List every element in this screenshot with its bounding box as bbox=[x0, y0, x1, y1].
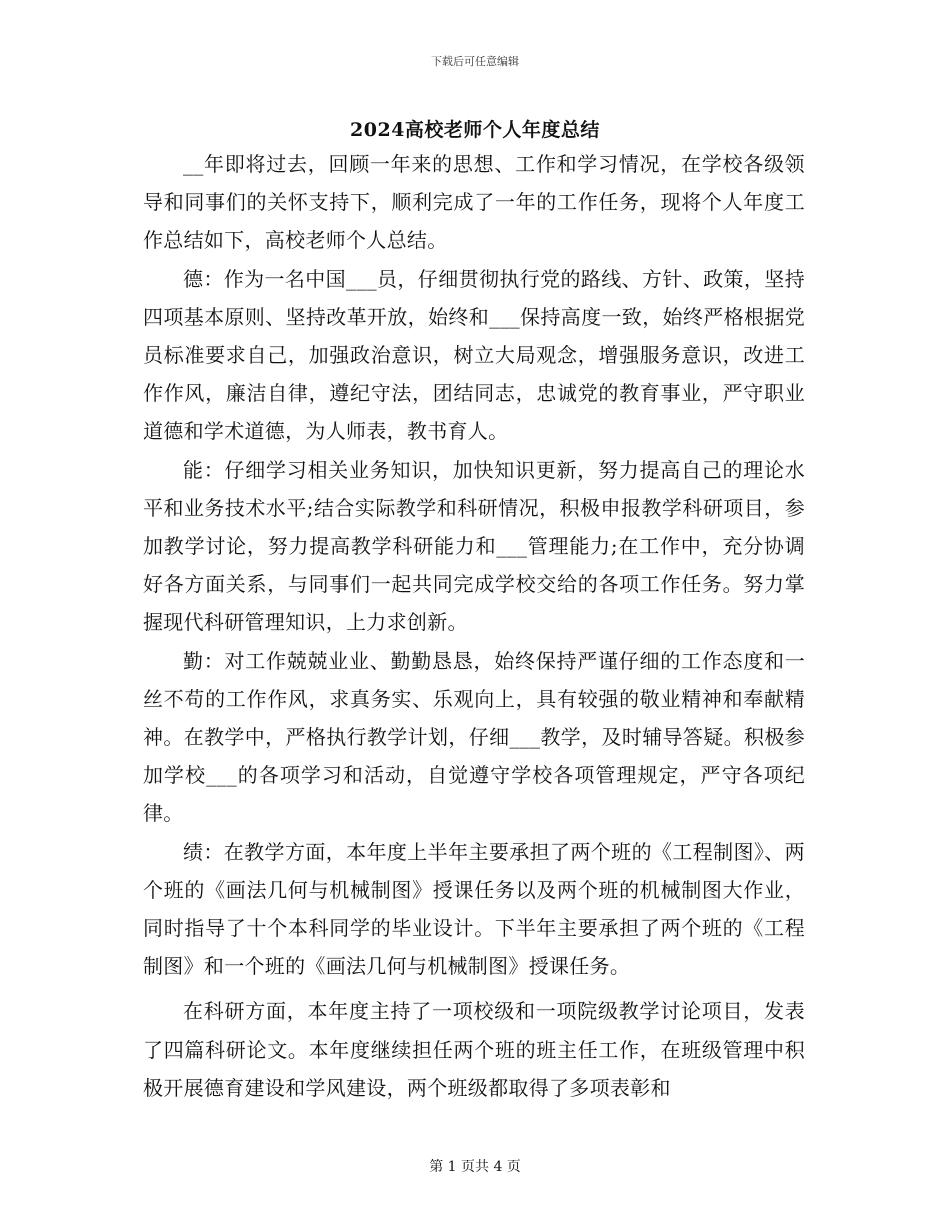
paragraph-research: 在科研方面，本年度主持了一项校级和一项院级教学讨论项目，发表了四篇科研论文。本年度继续担任两个班的班主任工作，在班级管理中积极开展德育建设和学风建设，两个班级都取得了多项表彰和 bbox=[143, 999, 805, 1100]
paragraph-diligence: 勤：对工作兢兢业业、勤勤恳恳，始终保持严谨仔细的工作态度和一丝不苟的工作作风，求真务实、乐观向上，具有较强的敬业精神和奉献精神。在教学中，严格执行教学计划，仔细___教学，及时辅导答疑。积极参加学校___的各项学习和活动，自觉遵守学校各项管理规定，严守各项纪律。 bbox=[143, 648, 805, 826]
paragraph-intro: __年即将过去，回顾一年来的思想、工作和学习情况，在学校各级领导和同事们的关怀支持下，顺利完成了一年的工作任务，现将个人年度工作总结如下，高校老师个人总结。 bbox=[143, 152, 805, 253]
paragraph-achievement: 绩：在教学方面，本年度上半年主要承担了两个班的《工程制图》、两个班的《画法几何与机械制图》授课任务以及两个班的机械制图大作业，同时指导了十个本科同学的毕业设计。下半年主要承担了两个班的《工程制图》和一个班的《画法几何与机械制图》授课任务。 bbox=[143, 839, 805, 979]
paragraph-morality: 德：作为一名中国___员，仔细贯彻执行党的路线、方针、政策，坚持四项基本原则、坚持改革开放，始终和___保持高度一致，始终严格根据党员标准要求自己，加强政治意识，树立大局观念，增强服务意识，改进工作作风，廉洁自律，遵纪守法，团结同志，忠诚党的教育事业，严守职业道德和学术道德，为人师表，教书育人。 bbox=[143, 266, 805, 444]
header-note: 下载后可任意编辑 bbox=[431, 55, 519, 68]
page-number: 第 1 页共 4 页 bbox=[429, 1159, 521, 1175]
paragraph-ability: 能：仔细学习相关业务知识，加快知识更新，努力提高自己的理论水平和业务技术水平;结合实际教学和科研情况，积极申报教学科研项目，参加教学讨论，努力提高教学科研能力和___管理能力;在工作中，充分协调好各方面关系，与同事们一起共同完成学校交给的各项工作任务。努力掌握现代科研管理知识，上力求创新。 bbox=[143, 457, 805, 635]
document-title: 2024高校老师个人年度总结 bbox=[350, 119, 600, 141]
document-body bbox=[143, 145, 805, 1107]
